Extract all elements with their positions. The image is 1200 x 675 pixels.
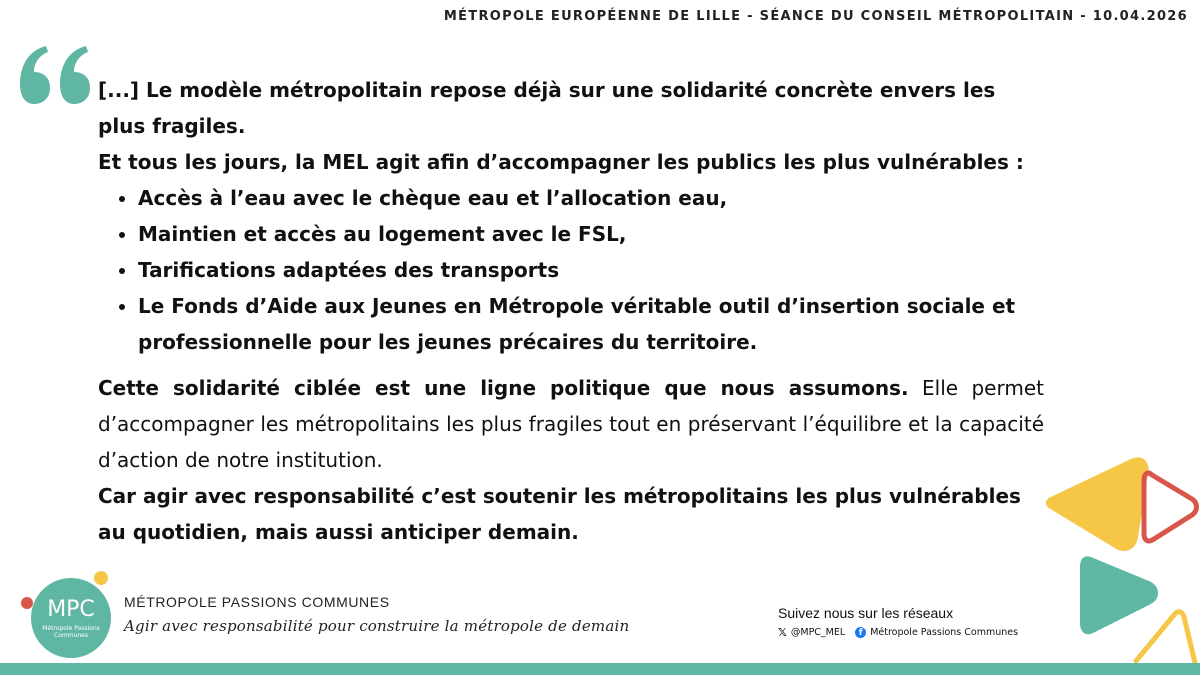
brand-name: MÉTROPOLE PASSIONS COMMUNES <box>124 594 390 610</box>
logo-caption-2: Communes <box>54 632 88 639</box>
facebook-icon[interactable]: f <box>855 627 866 638</box>
quote-body <box>98 72 1044 550</box>
closing-paragraph: Car agir avec responsabilité c’est soutenir les métropolitains les plus vulnérables au quotidien, mais aussi anticiper demain. <box>98 484 1021 544</box>
bottom-accent-bar <box>0 663 1200 675</box>
follow-label: Suivez nous sur les réseaux <box>778 605 954 621</box>
policy-paragraph <box>98 370 1044 478</box>
list-item: • Tarifications adaptées des transports <box>138 252 1044 288</box>
logo-caption-1: Métropole Passions <box>42 625 100 632</box>
list-item: • Maintien et accès au logement avec le FSL, <box>138 216 1044 252</box>
header-title: MÉTROPOLE EUROPÉENNE DE LILLE - SÉANCE DU CONSEIL MÉTROPOLITAIN - 10.04.2026 <box>443 9 1188 24</box>
x-logo-icon[interactable]: 𝕏 <box>778 626 787 639</box>
list-item: • Le Fonds d’Aide aux Jeunes en Métropole véritable outil d’insertion sociale et professionnelle pour les jeunes précaires du territoire. <box>138 288 1044 360</box>
social-links <box>778 626 1018 639</box>
quote-mark-icon <box>14 44 96 106</box>
x-handle[interactable]: @MPC_MEL <box>790 627 846 638</box>
facebook-name[interactable]: Métropole Passions Communes <box>870 627 1019 638</box>
brand-tagline: Agir avec responsabilité pour construire la métropole de demain <box>124 617 630 635</box>
policy-paragraph-bold: Cette solidarité ciblée est une ligne politique que nous assumons. <box>98 376 909 400</box>
quote-intro-line-2: Et tous les jours, la MEL agit afin d’accompagner les publics les plus vulnérables : <box>98 150 1024 174</box>
decorative-triangles <box>1040 455 1200 675</box>
mpc-logo <box>18 566 118 666</box>
quote-intro-line-1: [...] Le modèle métropolitain repose déjà sur une solidarité concrète envers les plus fragiles. <box>98 78 996 138</box>
list-item: • Accès à l’eau avec le chèque eau et l’allocation eau, <box>138 180 1044 216</box>
measures-list <box>98 180 1044 360</box>
logo-initials: MPC <box>47 597 95 622</box>
policy-paragraph-rest: Elle permet d’accompagner les métropolitains les plus fragiles tout en préservant l’équilibre et la capacité d’action de notre institution. <box>98 376 1044 472</box>
